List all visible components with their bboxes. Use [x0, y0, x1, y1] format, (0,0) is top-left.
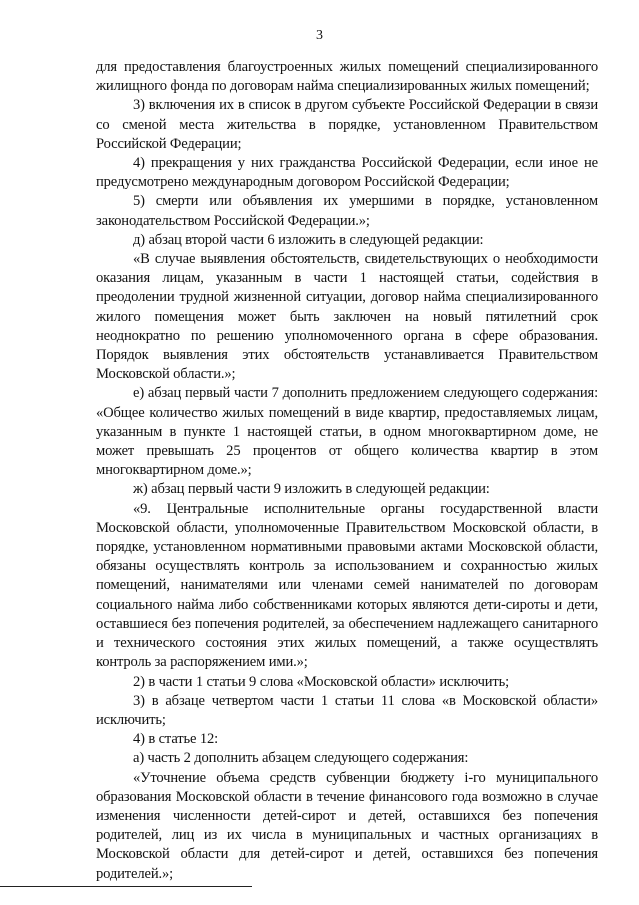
paragraph-continuation: для предоставления благоустроенных жилых помещений специализированного жилищного фонда по договорам найма специализированных жилых помещений; [96, 59, 598, 95]
paragraph-quote-subvention: «Уточнение объема средств субвенции бюджету i-го муниципального образования Московской области в течение финансового года возможно в случае изменения численности детей-сирот и детей, оставшихся без попечения родителей, лиц из их числа в муниципальных и частных организациях в Московской области для детей-сирот и детей, оставшихся без попечения родителей.»; [96, 769, 598, 882]
paragraph-subitem-d: д) абзац второй части 6 изложить в следующей редакции: [133, 231, 484, 248]
page-number: 3 [316, 28, 323, 43]
paragraph-item-4-citizenship: 4) прекращения у них гражданства Российской Федерации, если иное не предусмотрено международным договором Российской Федерации; [96, 155, 598, 191]
footer-rule [0, 886, 252, 887]
paragraph-item-2-article-9: 2) в части 1 статьи 9 слова «Московской области» исключить; [133, 673, 510, 690]
paragraph-item-5-death: 5) смерти или объявления их умершими в порядке, установленном законодательством Российской Федерации.»; [96, 193, 598, 229]
paragraph-subitem-a: а) часть 2 дополнить абзацем следующего содержания: [133, 750, 469, 767]
paragraph-item-3-article-11: 3) в абзаце четвертом части 1 статьи 11 слова «в Московской области» исключить; [96, 692, 598, 728]
paragraph-item-3-list-inclusion: 3) включения их в список в другом субъекте Российской Федерации в связи со сменой места жительства в порядке, установленном Правительством Российской Федерации; [96, 97, 598, 152]
document-body [96, 58, 598, 884]
paragraph-subitem-zh: ж) абзац первый части 9 изложить в следующей редакции: [133, 481, 490, 498]
paragraph-quote-part-9: «9. Центральные исполнительные органы государственной власти Московской области, уполномоченные Правительством Московской области, в порядке, установленном нормативными правовыми актами Московской области, обязаны осуществлять контроль за использованием и сохранностью жилых помещений, нанимателями или членами семей нанимателей по договорам социального найма либо собственниками которых являются дети-сироты и дети, оставшиеся без попечения родителей, за обеспечением надлежащего санитарного и технического состояния этих жилых помещений, а также осуществлять контроль за распоряжением ими.»; [96, 500, 598, 671]
paragraph-subitem-e: е) абзац первый части 7 дополнить предложением следующего содержания: «Общее количество жилых помещений в виде квартир, предоставляемых лицам, указанным в пункте 1 настоящей статьи, в одном многоквартирном доме, не может превышать 25 процентов от общего количества квартир в этом многоквартирном доме.»; [96, 385, 598, 479]
paragraph-item-4-article-12: 4) в статье 12: [133, 731, 219, 748]
paragraph-quote-part-6: «В случае выявления обстоятельств, свидетельствующих о необходимости оказания лицам, указанным в части 1 настоящей статьи, содействия в преодолении трудной жизненной ситуации, договор найма специализированного жилого помещения может быть заключен на новый пятилетний срок неоднократно по решению уполномоченного органа в сфере образования. Порядок выявления этих обстоятельств устанавливается Правительством Московской области.»; [96, 251, 598, 383]
